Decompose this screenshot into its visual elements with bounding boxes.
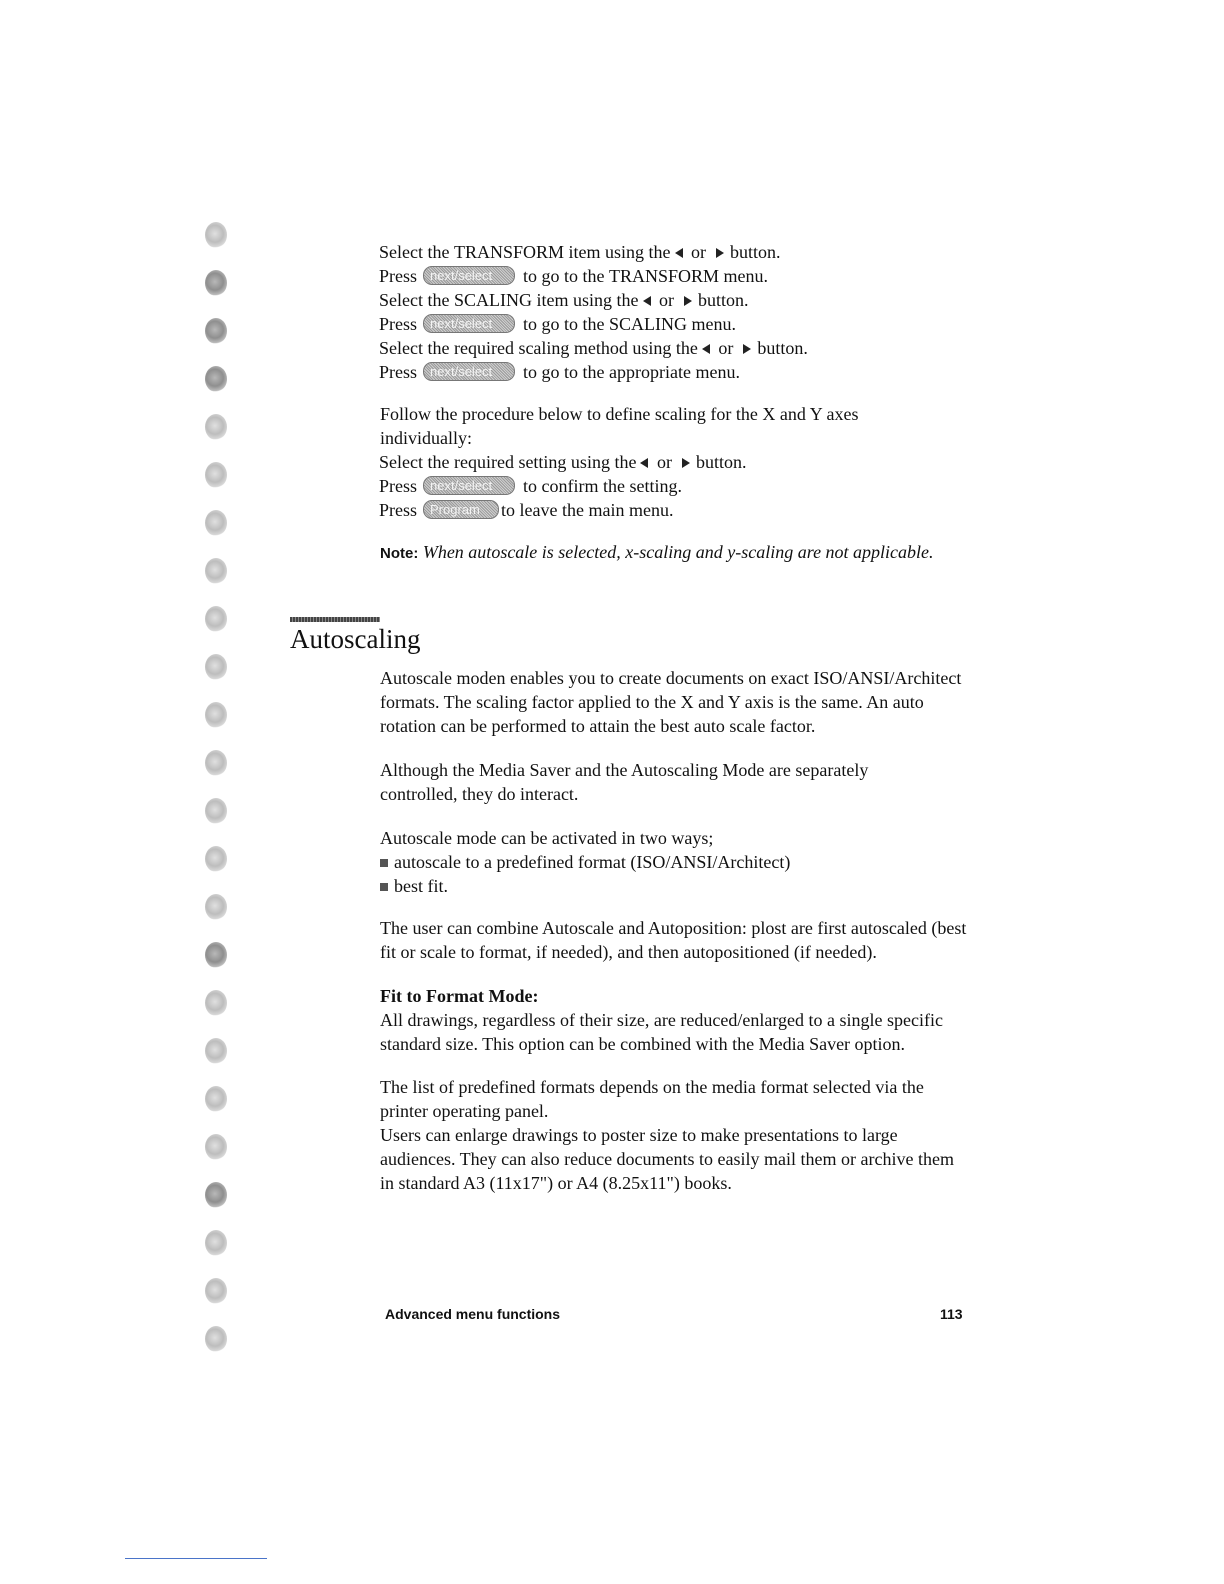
binder-hole <box>205 558 227 584</box>
note <box>380 540 1000 566</box>
binder-hole <box>205 942 227 968</box>
binder-hole <box>205 222 227 248</box>
follow-paragraph: Follow the procedure below to define scaling for the X and Y axes individually: <box>380 404 859 448</box>
binder-hole <box>205 270 227 296</box>
binder-hole <box>205 798 227 824</box>
binder-hole <box>205 462 227 488</box>
formats-text: The list of predefined formats depends on the media format selected via the printer operating panel. <box>380 1077 924 1121</box>
binder-hole <box>205 1086 227 1112</box>
bullet-icon <box>380 883 388 891</box>
binder-hole <box>205 846 227 872</box>
right-arrow-icon <box>682 458 690 468</box>
page-number: 113 <box>940 1306 963 1322</box>
modes-intro: Autoscale mode can be activated in two ways; <box>380 828 714 848</box>
fit-to-format-text: All drawings, regardless of their size, are reduced/enlarged to a single specific standard size. This option can be combined with the Media Saver option. <box>380 1010 943 1054</box>
binder-hole <box>205 1182 227 1208</box>
paragraph-formats <box>380 1075 970 1195</box>
binder-hole <box>205 702 227 728</box>
binder-hole <box>205 990 227 1016</box>
binder-hole <box>205 1038 227 1064</box>
binder-hole <box>205 894 227 920</box>
bullet-icon <box>380 859 388 867</box>
fit-to-format <box>380 984 980 1056</box>
paragraph-intro: Autoscale moden enables you to create documents on exact ISO/ANSI/Architect formats. The scaling factor applied to the X and Y axis is the same. An auto rotation can be performed to attain the best auto scale factor. <box>380 668 962 736</box>
section-title: Autoscaling <box>290 624 421 654</box>
next-select-key: next/select <box>423 476 515 495</box>
binder-hole <box>205 606 227 632</box>
paragraph-autoposition: The user can combine Autoscale and Autoposition: plost are first autoscaled (best fit or scale to format, if needed), and then autopositioned (if needed). <box>380 918 967 962</box>
fit-to-format-heading: Fit to Format Mode: <box>380 986 539 1006</box>
left-arrow-icon <box>640 458 648 468</box>
bullet-item: best fit. <box>380 874 980 898</box>
left-arrow-icon <box>702 344 710 354</box>
left-arrow-icon <box>643 296 651 306</box>
right-arrow-icon <box>684 296 692 306</box>
paragraph-media-saver: Although the Media Saver and the Autoscaling Mode are separately controlled, they do interact. <box>380 760 869 804</box>
next-select-key: next/select <box>423 314 515 333</box>
binder-hole <box>205 414 227 440</box>
binder-hole <box>205 318 227 344</box>
binder-hole <box>205 1134 227 1160</box>
program-key: Program <box>423 500 499 519</box>
next-select-key: next/select <box>423 266 515 285</box>
binder-hole <box>205 510 227 536</box>
binder-hole <box>205 1230 227 1256</box>
binder-hole <box>205 1278 227 1304</box>
enlarge-text: Users can enlarge drawings to poster size to make presentations to large audiences. They can also reduce documents to easily mail them or archive them in standard A3 (11x17") or A4 (8.25x11") books. <box>380 1125 954 1193</box>
right-arrow-icon <box>716 248 724 258</box>
bullet-item: autoscale to a predefined format (ISO/ANSI/Architect) <box>380 850 980 874</box>
footer-section: Advanced menu functions <box>385 1306 561 1322</box>
right-arrow-icon <box>743 344 751 354</box>
note-text: When autoscale is selected, x-scaling and y-scaling are not applicable. <box>422 542 934 562</box>
left-arrow-icon <box>675 248 683 258</box>
bottom-rule <box>125 1558 267 1559</box>
binder-hole <box>205 750 227 776</box>
note-label: Note: <box>380 545 419 562</box>
paragraph-modes <box>380 826 980 898</box>
binder-hole <box>205 366 227 392</box>
next-select-key: next/select <box>423 362 515 381</box>
binder-hole <box>205 654 227 680</box>
binder-hole <box>205 1326 227 1352</box>
